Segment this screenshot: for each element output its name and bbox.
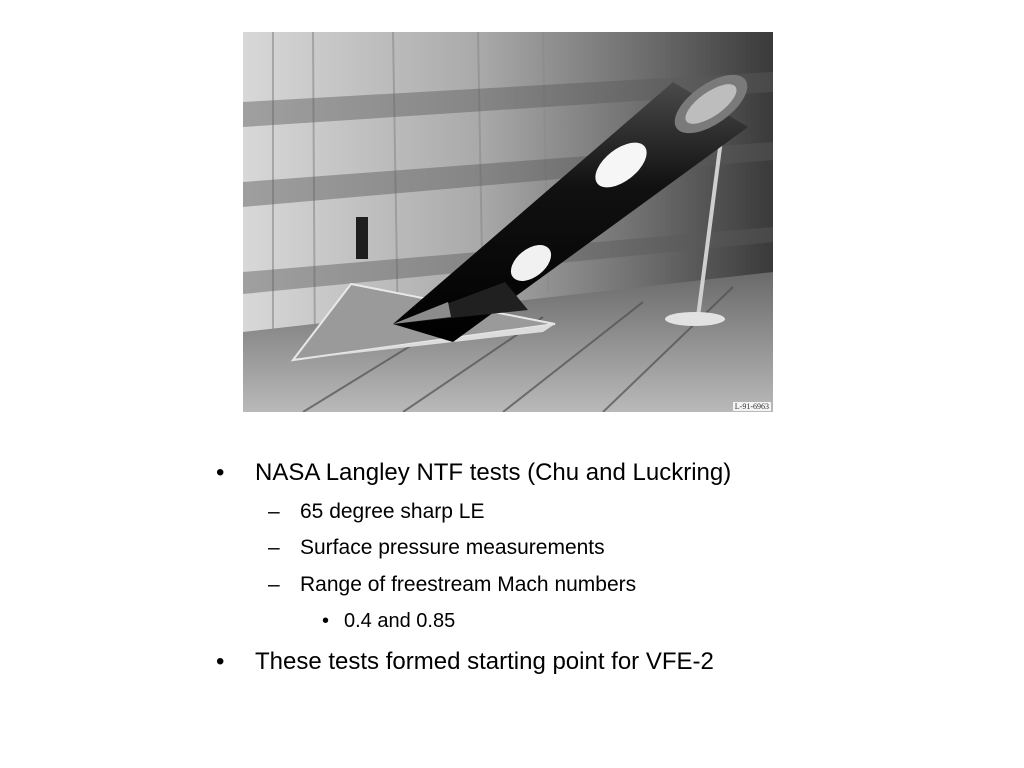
wind-tunnel-photo-image bbox=[243, 32, 773, 412]
bullet-marker: – bbox=[268, 573, 280, 596]
bullet-text: NASA Langley NTF tests (Chu and Luckring) bbox=[255, 459, 732, 486]
bullet-text: Surface pressure measurements bbox=[300, 536, 605, 559]
bullet-marker: • bbox=[216, 648, 225, 675]
photo-id-label: L-91-6963 bbox=[734, 402, 769, 411]
bullet-marker: – bbox=[268, 536, 280, 559]
bullet-marker: – bbox=[268, 500, 280, 523]
bullet-text: Range of freestream Mach numbers bbox=[300, 573, 637, 596]
bullet-marker: • bbox=[322, 610, 330, 632]
bullet-marker: • bbox=[216, 459, 225, 486]
bullet-text: These tests formed starting point for VFE-2 bbox=[255, 648, 714, 675]
wind-tunnel-photo bbox=[243, 32, 773, 412]
bullet-text: 65 degree sharp LE bbox=[300, 500, 485, 523]
bullet-text: 0.4 and 0.85 bbox=[344, 610, 456, 632]
